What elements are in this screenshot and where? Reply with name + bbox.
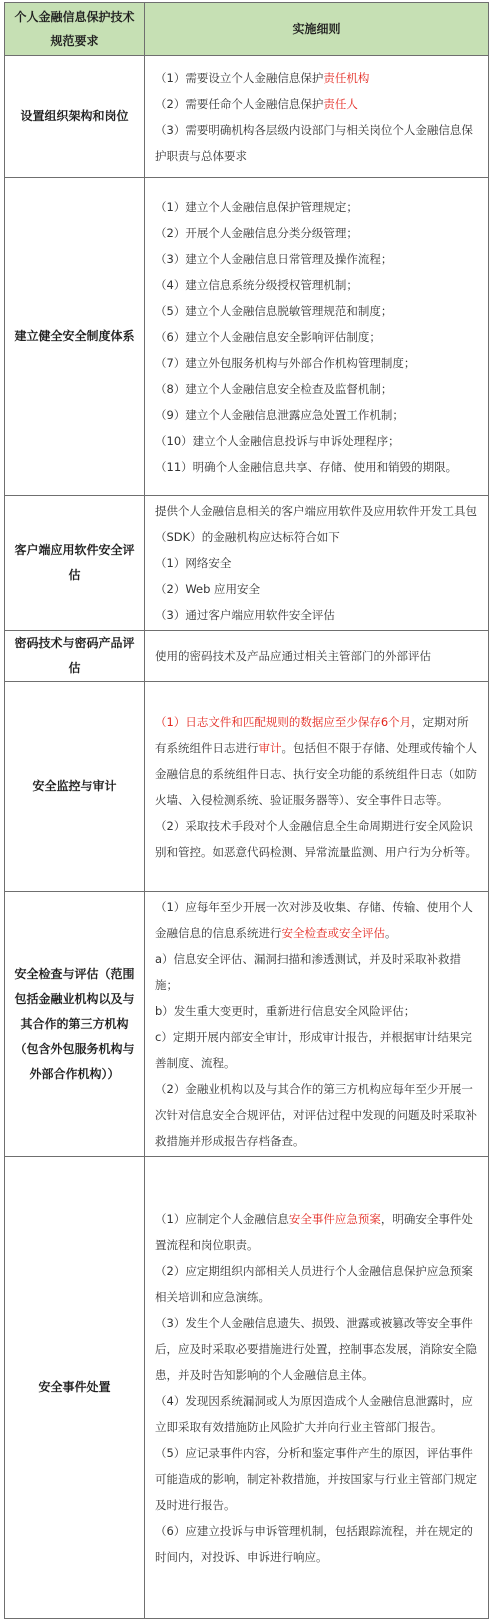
table-row (5, 496, 489, 631)
detail-text: （2）Web 应用安全 (155, 582, 261, 596)
table-row (5, 1157, 489, 1619)
detail-item (155, 454, 480, 480)
detail-text: （1）建立个人金融信息保护管理规定； (155, 199, 358, 214)
details-cell (145, 1157, 489, 1619)
detail-text: （2）采取技术手段对个人金融信息全生命周期进行安全风险识别和管控。如恶意代码检测、异常流量监测、用户行为分析等。 (155, 818, 477, 859)
detail-text: 。 (385, 926, 397, 940)
detail-text: （6）建立个人金融信息安全影响评估制度； (155, 329, 381, 344)
table-row (5, 56, 489, 178)
requirement-cell: 密码技术与密码产品评估 (5, 631, 145, 682)
detail-text: （4）建立信息系统分级授权管理机制； (155, 277, 358, 292)
detail-item (155, 91, 480, 117)
detail-item (155, 220, 480, 246)
detail-text: （11）明确个人金融信息共享、存储、使用和销毁的期限。 (155, 459, 458, 474)
detail-text: （1）应制定个人金融信息 (155, 1211, 289, 1226)
highlight-text: 审计 (258, 740, 282, 755)
detail-text: （2）开展个人金融信息分类分级管理； (155, 225, 358, 240)
detail-text: 提供个人金融信息相关的客户端应用软件及应用软件开发工具包（SDK）的金融机构应达标符合如下 (155, 504, 477, 544)
detail-text: （3）建立个人金融信息日常管理及操作流程； (155, 251, 393, 266)
detail-item (155, 602, 480, 628)
detail-item (155, 194, 480, 220)
detail-text: （2）应定期组织内部相关人员进行个人金融信息保护应急预案相关培训和应急演练。 (155, 1263, 473, 1304)
highlight-text: 安全检查或安全评估 (281, 926, 385, 940)
table-row (5, 682, 489, 892)
requirement-cell: 安全事件处置 (5, 1157, 145, 1619)
table-body (5, 56, 489, 1619)
detail-item (155, 65, 480, 91)
detail-text: （1）应每年至少开展一次对涉及收集、存储、传输、使用个人金融信息的信息系统进行 (155, 900, 473, 940)
header-requirement: 个人金融信息保护技术规范要求 (5, 3, 145, 56)
detail-text: （1）网络安全 (155, 556, 232, 570)
protection-spec-table (4, 2, 489, 1619)
detail-text: 使用的密码技术及产品应通过相关主管部门的外部评估 (155, 649, 431, 663)
detail-text: a）信息安全评估、漏洞扫描和渗透测试，并及时采取补救措施； (155, 952, 462, 992)
detail-text: （3）需要明确机构各层级内设部门与相关岗位个人金融信息保护职责与总体要求 (155, 122, 473, 163)
detail-item (155, 576, 480, 602)
highlight-text: 责任机构 (323, 70, 370, 85)
detail-text: （7）建立外包服务机构与外部合作机构管理制度； (155, 355, 416, 370)
detail-text: c）定期开展内部安全审计，形成审计报告，并根据审计结果完善制度、流程。 (155, 1030, 472, 1070)
highlight-text: 安全事件应急预案 (288, 1211, 381, 1226)
detail-item (155, 894, 480, 946)
details-cell (145, 682, 489, 892)
detail-item (155, 1388, 480, 1440)
highlight-text: （1）日志文件和匹配规则的数据应至少保存6个月 (155, 714, 412, 729)
highlight-text: 责任人 (323, 96, 358, 111)
detail-item (155, 376, 480, 402)
detail-item (155, 1258, 480, 1310)
detail-item (155, 350, 480, 376)
detail-item (155, 1440, 480, 1518)
detail-item (155, 1024, 480, 1076)
detail-item (155, 428, 480, 454)
detail-item (155, 813, 480, 865)
detail-item (155, 324, 480, 350)
table-header-row (5, 3, 489, 56)
details-cell (145, 631, 489, 682)
details-cell (145, 56, 489, 178)
detail-item (155, 643, 480, 669)
detail-item (155, 1518, 480, 1570)
detail-item (155, 272, 480, 298)
detail-item (155, 402, 480, 428)
details-cell (145, 178, 489, 496)
detail-item (155, 1076, 480, 1154)
requirement-cell: 建立健全安全制度体系 (5, 178, 145, 496)
details-cell (145, 496, 489, 631)
table-row (5, 631, 489, 682)
detail-text: （6）应建立投诉与申诉管理机制，包括跟踪流程，并在规定的时间内，对投诉、申诉进行响应。 (155, 1523, 473, 1564)
detail-item (155, 1206, 480, 1258)
requirement-cell: 安全监控与审计 (5, 682, 145, 892)
detail-text: （9）建立个人金融信息泄露应急处置工作机制； (155, 407, 404, 422)
detail-text: 。包括但不限于存储、处理或传输个人金融信息的系统组件日志、执行安全功能的系统组件日志（如防火墙、入侵检测系统、验证服务器等）、安全事件日志等。 (155, 740, 477, 807)
requirement-cell: 安全检查与评估（范围包括金融业机构以及与其合作的第三方机构（包含外包服务机构与外部合作机构）） (5, 892, 145, 1157)
detail-item (155, 946, 480, 998)
detail-item (155, 998, 480, 1024)
detail-text: （3）发生个人金融信息遗失、损毁、泄露或被篡改等安全事件后，应及时采取必要措施进行处置，控制事态发展，消除安全隐患，并及时告知影响的个人金融信息主体。 (155, 1315, 477, 1382)
detail-item (155, 246, 480, 272)
detail-item (155, 1310, 480, 1388)
detail-item (155, 298, 480, 324)
detail-item (155, 498, 480, 550)
requirement-cell: 设置组织架构和岗位 (5, 56, 145, 178)
header-details: 实施细则 (145, 3, 489, 56)
table-row (5, 892, 489, 1157)
detail-text: （1）需要设立个人金融信息保护 (155, 70, 324, 85)
detail-text: （4）发现因系统漏洞或人为原因造成个人金融信息泄露时，应立即采取有效措施防止风险扩大并向行业主管部门报告。 (155, 1393, 473, 1434)
detail-item (155, 550, 480, 576)
detail-text: （2）需要任命个人金融信息保护 (155, 96, 324, 111)
details-cell (145, 892, 489, 1157)
detail-item (155, 117, 480, 169)
detail-text: ，定期对所有系统组件日志进行 (155, 714, 469, 755)
detail-text: （5）建立个人金融信息脱敏管理规范和制度； (155, 303, 393, 318)
detail-text: ，明确安全事件处置流程和岗位职责。 (155, 1211, 473, 1252)
table-row (5, 178, 489, 496)
detail-text: （2）金融业机构以及与其合作的第三方机构应每年至少开展一次针对信息安全合规评估，对评估过程中发现的问题及时采取补救措施并形成报告存档备查。 (155, 1082, 477, 1148)
detail-text: （3）通过客户端应用软件安全评估 (155, 608, 335, 622)
detail-text: （10）建立个人金融信息投诉与申诉处理程序； (155, 433, 400, 448)
detail-text: （5）应记录事件内容，分析和鉴定事件产生的原因，评估事件可能造成的影响，制定补救措施，并按国家与行业主管部门规定及时进行报告。 (155, 1445, 477, 1512)
requirement-cell: 客户端应用软件安全评估 (5, 496, 145, 631)
detail-text: （8）建立个人金融信息安全检查及监督机制； (155, 381, 393, 396)
detail-text: b）发生重大变更时，重新进行信息安全风险评估； (155, 1004, 416, 1018)
detail-item (155, 709, 480, 813)
